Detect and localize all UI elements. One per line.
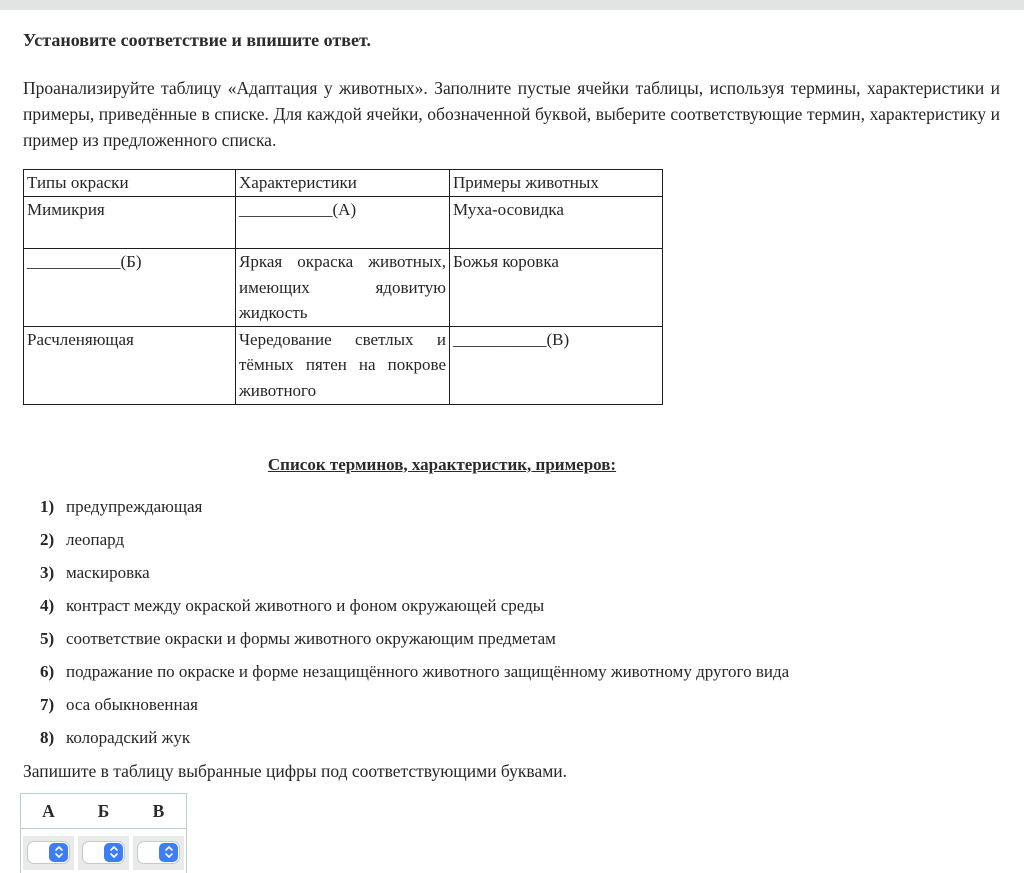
list-item-text: колорадский жук: [66, 727, 191, 747]
answer-table-selects-row: [21, 828, 187, 873]
list-item-number: 2): [40, 529, 55, 549]
select-tray: [133, 836, 184, 870]
list-item-text: предупреждающая: [66, 496, 203, 516]
answer-column-a: А: [21, 793, 77, 828]
select-tray: [23, 836, 74, 870]
top-bar: [0, 0, 1024, 10]
list-item: [40, 530, 1000, 550]
list-item: [40, 662, 1000, 682]
list-item: [40, 695, 1000, 715]
task-instruction: Проанализируйте таблицу «Адаптация у животных». Заполните пустые ячейки таблицы, используя термины, характеристики и примеры, приведённые в списке. Для каждой ячейки, обозначенной буквой, выберите соответствующие термин, характеристику и пример из предложенного списка.: [23, 78, 1000, 150]
column-header-types: Типы окраски: [24, 170, 236, 197]
answer-instruction: Запишите в таблицу выбранные цифры под соответствующими буквами.: [23, 760, 568, 781]
answer-select-b[interactable]: [82, 841, 125, 864]
list-item-text: контраст между окраской животного и фоном окружающей среды: [66, 595, 545, 615]
list-item-number: 7): [40, 694, 55, 714]
updown-chevron-icon[interactable]: [49, 843, 68, 862]
list-item-number: 3): [40, 562, 55, 582]
quiz-page: [0, 30, 1024, 873]
updown-chevron-icon[interactable]: [104, 843, 123, 862]
page-title: Установите соответствие и впишите ответ.: [23, 30, 371, 50]
answer-cell-v: [131, 828, 187, 873]
cell-example-ladybug: Божья коровка: [450, 249, 663, 327]
list-item-text: леопард: [66, 529, 125, 549]
column-header-characteristics: Характеристики: [236, 170, 450, 197]
answer-cell-b: [76, 828, 131, 873]
list-item-text: оса обыкновенная: [66, 694, 198, 714]
list-item-number: 8): [40, 727, 55, 747]
cell-blank-b: ___________(Б): [24, 249, 236, 327]
cell-characteristic-bright: Яркая окраска животных, имеющих ядовитую жидкость: [236, 249, 450, 327]
adaptation-table-header-row: [24, 170, 663, 197]
table-row: [24, 326, 663, 404]
list-item: [40, 497, 1000, 517]
cell-example-hoverfly: Муха-осовидка: [450, 197, 663, 249]
adaptation-table: [23, 169, 663, 405]
answer-select-v[interactable]: [137, 841, 180, 864]
answer-select-a[interactable]: [27, 841, 70, 864]
list-item-number: 4): [40, 595, 55, 615]
answer-table-header-row: [21, 793, 187, 828]
answer-column-b: Б: [76, 793, 131, 828]
column-header-examples: Примеры животных: [450, 170, 663, 197]
updown-chevron-icon[interactable]: [159, 843, 178, 862]
answer-cell-a: [21, 828, 77, 873]
list-item-number: 6): [40, 661, 55, 681]
list-item-number: 1): [40, 496, 55, 516]
list-item-number: 5): [40, 628, 55, 648]
list-item-text: соответствие окраски и формы животного окружающим предметам: [66, 628, 556, 648]
list-item-text: подражание по окраске и форме незащищённого животного защищённому животному другого вида: [66, 661, 790, 681]
table-row: [24, 249, 663, 327]
list-item: [40, 596, 1000, 616]
list-item: [40, 563, 1000, 583]
cell-blank-a: ___________(А): [236, 197, 450, 249]
list-item: [40, 728, 1000, 748]
list-item-text: маскировка: [66, 562, 150, 582]
table-row: [24, 197, 663, 249]
cell-characteristic-alternation: Чередование светлых и тёмных пятен на покрове животного: [236, 326, 450, 404]
select-tray: [78, 836, 129, 870]
terms-list: [23, 497, 1000, 748]
list-item: [40, 629, 1000, 649]
terms-list-heading: Список терминов, характеристик, примеров:: [267, 454, 617, 474]
cell-blank-v: ___________(В): [450, 326, 663, 404]
cell-type-disruptive: Расчленяющая: [24, 326, 236, 404]
cell-type-mimicry: Мимикрия: [24, 197, 236, 249]
answer-column-v: В: [131, 793, 187, 828]
answer-table: [20, 793, 187, 873]
